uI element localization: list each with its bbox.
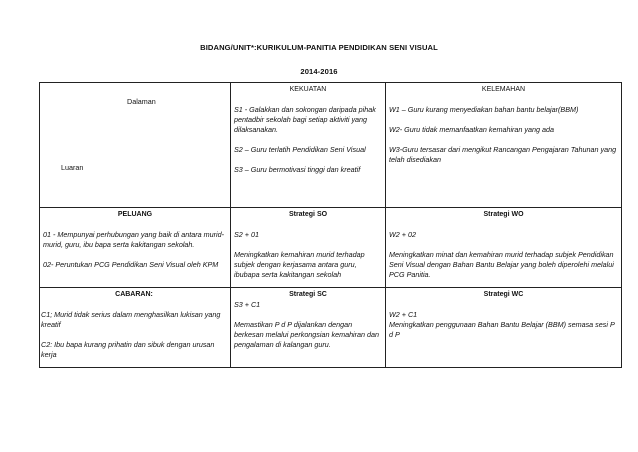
text-s3: S3 – Guru bermotivasi tinggi dan kreatif (234, 165, 361, 174)
text-w1: W1 – Guru kurang menyediakan bahan bantu belajar(BBM) (389, 105, 579, 114)
label-dalaman: Dalaman (127, 97, 156, 106)
header-kekuatan: KEKUATAN (289, 86, 327, 93)
cell-internal-external (40, 83, 231, 208)
text-wo-code: W2 + 02 (389, 230, 416, 239)
text-w3: W3-Guru tersasar dari mengikut Rancangan Pengajaran Tahunan yang telah disediakan (389, 145, 617, 164)
header-kelemahan: KELEMAHAN (481, 86, 526, 93)
text-sc-code: S3 + C1 (234, 300, 261, 309)
cell-strategi-wc (386, 288, 622, 368)
text-sc: Memastikan P d P dijalankan dengan berkesan melalui perkongsian kemahiran dan pengalaman di kalangan guru. (234, 320, 380, 349)
table-row (40, 83, 622, 208)
cell-strategi-sc (231, 288, 386, 368)
swot-table (39, 82, 622, 368)
text-w2: W2- Guru tidak memanfaatkan kemahiran yang ada (389, 125, 554, 134)
cell-kekuatan (231, 83, 386, 208)
document-title: BIDANG/UNIT*:KURIKULUM-PANITIA PENDIDIKAN SENI VISUAL (200, 43, 438, 52)
text-wo: Meningkatkan minat dan kemahiran murid terhadap subjek Pendidikan Seni Visual dengan Bahan Bantu Belajar yang boleh diperolehi melalui PCG Panitia. (389, 250, 614, 279)
header-strategi-sc: Strategi SC (289, 291, 327, 298)
header-strategi-wc: Strategi WC (483, 291, 524, 298)
cell-strategi-so (231, 208, 386, 288)
header-strategi-wo: Strategi WO (483, 211, 524, 218)
text-c2: C2: Ibu bapa kurang prihatin dan sibuk dengan urusan kerja (41, 340, 215, 359)
table-row (40, 288, 622, 368)
cell-strategi-wo (386, 208, 622, 288)
text-o1: 01 - Mempunyai perhubungan yang baik di antara murid-murid, guru, ibu bapa serta kakitangan sekolah. (43, 230, 224, 249)
text-o2: 02- Peruntukan PCG Pendidikan Seni Visual oleh KPM (43, 260, 219, 269)
header-strategi-so: Strategi SO (288, 211, 328, 218)
text-so-code: S2 + 01 (234, 230, 259, 239)
header-peluang: PELUANG (117, 211, 153, 218)
text-s2: S2 – Guru terlatih Pendidikan Seni Visual (234, 145, 366, 154)
header-cabaran: CABARAN: (115, 291, 153, 298)
text-wc-code: W2 + C1 (389, 310, 418, 319)
text-s1: S1 - Galakkan dan sokongan daripada pihak pentadbir sekolah bagi setiap aktiviti yang dilaksanakan. (234, 105, 376, 134)
document-years: 2014-2016 (300, 67, 338, 76)
table-row (40, 208, 622, 288)
cell-cabaran (40, 288, 231, 368)
label-luaran: Luaran (61, 163, 84, 172)
cell-kelemahan (386, 83, 622, 208)
cell-peluang (40, 208, 231, 288)
text-wc: Meningkatkan penggunaan Bahan Bantu Belajar (BBM) semasa sesi P d P (389, 320, 615, 339)
text-so: Meningkatkan kemahiran murid terhadap subjek dengan kerjasama antara guru, ibubapa serta kakitangan sekolah (234, 250, 365, 279)
text-c1: C1; Murid tidak serius dalam menghasilkan lukisan yang kreatif (41, 310, 221, 329)
